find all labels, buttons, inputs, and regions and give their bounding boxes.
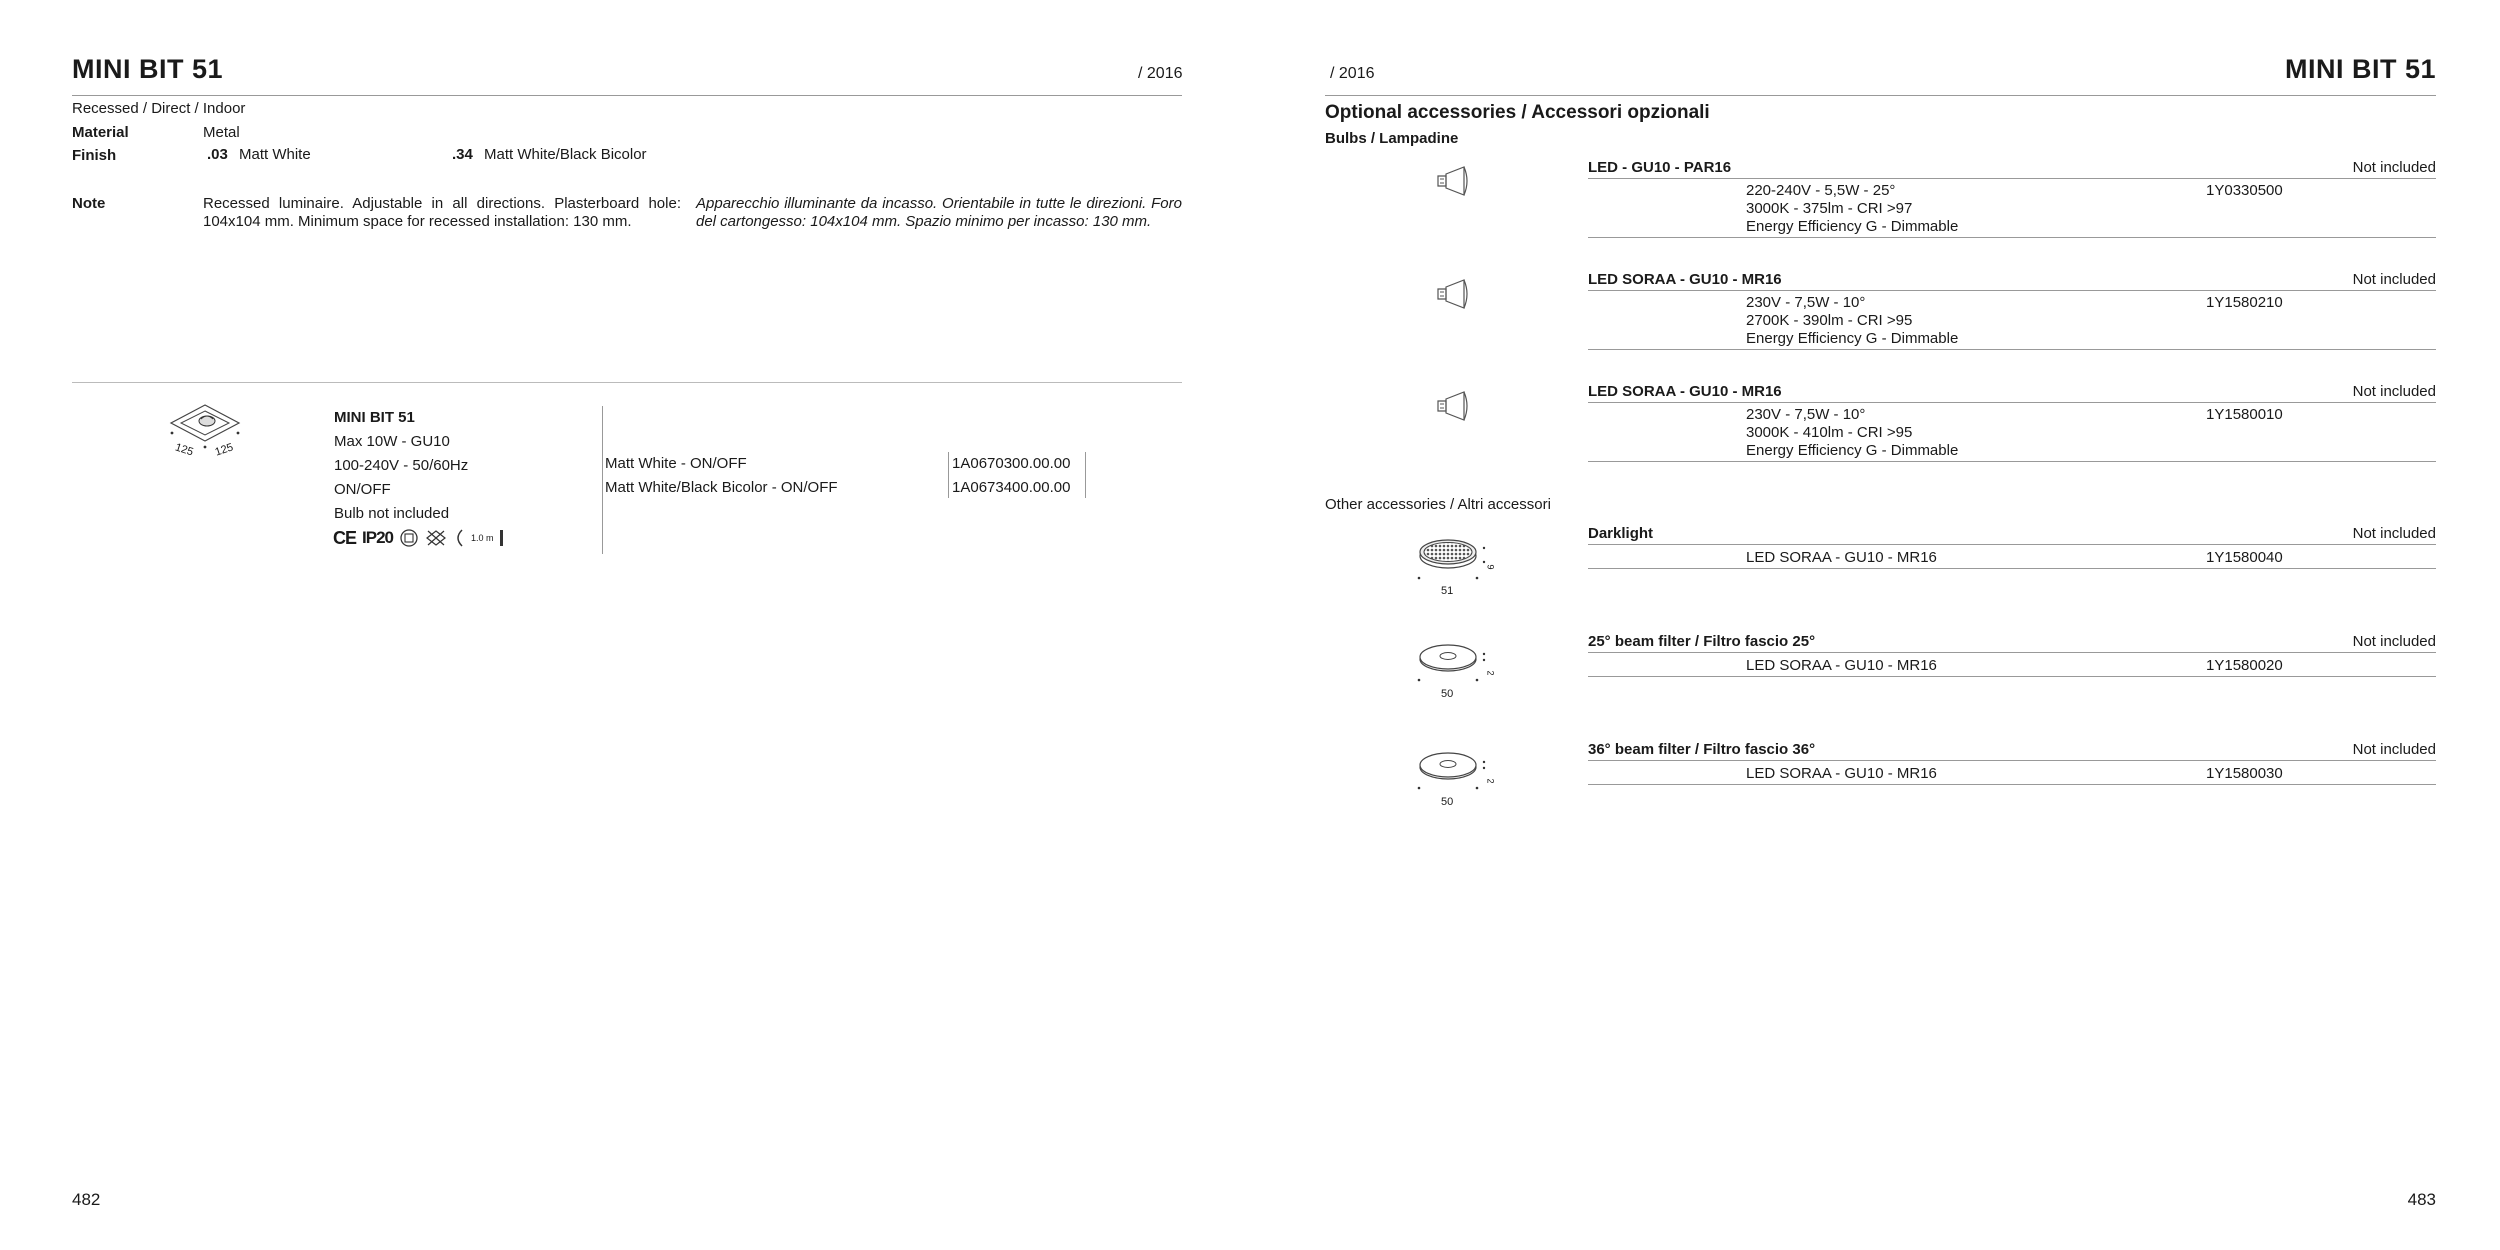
- right-title-divider: [1325, 95, 2436, 96]
- left-year: / 2016: [1138, 65, 1183, 82]
- accessory-code: 1Y1580030: [2206, 765, 2283, 782]
- bulb-name: LED SORAA - GU10 - MR16: [1588, 383, 1782, 400]
- right-year: / 2016: [1330, 65, 1375, 82]
- accessory-code: 1Y1580020: [2206, 657, 2283, 674]
- variant-name: Matt White/Black Bicolor - ON/OFF: [605, 479, 838, 496]
- accessory-line: LED SORAA - GU10 - MR16: [1746, 765, 1937, 782]
- left-subtitle: Recessed / Direct / Indoor: [72, 100, 246, 117]
- bulb-divider: [1588, 349, 2436, 350]
- left-page-title: MINI BIT 51: [72, 54, 224, 84]
- dimension-label: 125: [173, 441, 195, 459]
- finish-code: .34: [452, 146, 473, 163]
- bulb-spec-line: Energy Efficiency G - Dimmable: [1746, 330, 1959, 347]
- product-column-divider: [602, 406, 603, 554]
- ip20-icon: IP20: [362, 528, 393, 547]
- product-spec: Max 10W - GU10: [334, 433, 450, 450]
- product-spec: 100-240V - 50/60Hz: [334, 457, 469, 474]
- bulb-spec-line: Energy Efficiency G - Dimmable: [1746, 218, 1959, 235]
- darklight-icon: [1414, 532, 1494, 588]
- bulb-name: LED - GU10 - PAR16: [1588, 159, 1732, 176]
- product-name: MINI BIT 51: [334, 409, 415, 426]
- accessory-name: 25° beam filter / Filtro fascio 25°: [1588, 633, 1816, 650]
- bulb-spec-line: 3000K - 410lm - CRI >95: [1746, 424, 1913, 441]
- variant-name: Matt White - ON/OFF: [605, 455, 747, 472]
- note-label: Note: [72, 195, 106, 212]
- accessory-code: 1Y1580040: [2206, 549, 2283, 566]
- dimension-label: 9: [1485, 564, 1496, 570]
- other-accessories-label: Other accessories / Altri accessori: [1325, 496, 1551, 513]
- accessory-line: LED SORAA - GU10 - MR16: [1746, 549, 1937, 566]
- material-value: Metal: [203, 124, 240, 141]
- left-page-number: 482: [72, 1190, 101, 1209]
- bulb-spec-line: 3000K - 375lm - CRI >97: [1746, 200, 1913, 217]
- gu10-bulb-icon: [1436, 389, 1476, 423]
- product-spec: ON/OFF: [334, 481, 391, 498]
- bulb-spec-line: 2700K - 390lm - CRI >95: [1746, 312, 1913, 329]
- dimension-label: 2: [1485, 670, 1496, 676]
- accessory-status: Not included: [2352, 525, 2436, 542]
- bulb-divider: [1588, 178, 2436, 179]
- bulb-spec-line: Energy Efficiency G - Dimmable: [1746, 442, 1959, 459]
- bar-icon: [500, 530, 503, 546]
- finish-name: Matt White/Black Bicolor: [484, 146, 647, 163]
- bulbs-label: Bulbs / Lampadine: [1325, 130, 1459, 147]
- accessory-status: Not included: [2352, 741, 2436, 758]
- accessory-name: Darklight: [1588, 525, 1654, 542]
- accessory-divider: [1588, 568, 2436, 569]
- distance-label: 1.0 m: [471, 533, 494, 543]
- no-insulation-cover-icon: [425, 528, 447, 548]
- bulb-spec-line: 230V - 7,5W - 10°: [1746, 406, 1866, 423]
- bulb-name: LED SORAA - GU10 - MR16: [1588, 271, 1782, 288]
- dimension-label: 50: [1441, 796, 1454, 808]
- class-two-icon: [399, 528, 419, 548]
- gu10-bulb-icon: [1436, 164, 1476, 198]
- material-label: Material: [72, 124, 129, 141]
- lamp-distance-icon: [453, 528, 465, 548]
- variant-end-divider: [1085, 452, 1086, 498]
- accessory-divider: [1588, 652, 2436, 653]
- variant-code-divider: [948, 452, 949, 498]
- bulb-status: Not included: [2352, 159, 2436, 176]
- beam-filter-icon: [1414, 748, 1494, 798]
- accessory-divider: [1588, 544, 2436, 545]
- accessory-line: LED SORAA - GU10 - MR16: [1746, 657, 1937, 674]
- bulb-divider: [1588, 290, 2436, 291]
- bulb-status: Not included: [2352, 271, 2436, 288]
- bulb-divider: [1588, 402, 2436, 403]
- accessory-divider: [1588, 760, 2436, 761]
- right-page-title: MINI BIT 51: [2284, 54, 2436, 84]
- bulb-code: 1Y1580210: [2206, 294, 2283, 311]
- bulb-divider: [1588, 461, 2436, 462]
- dimension-label: 2: [1485, 778, 1496, 784]
- variant-code: 1A0673400.00.00: [952, 479, 1071, 496]
- bulb-code: 1Y0330500: [2206, 182, 2283, 199]
- gu10-bulb-icon: [1436, 277, 1476, 311]
- finish-label: Finish: [72, 147, 117, 164]
- bulb-divider: [1588, 237, 2436, 238]
- bulb-spec-line: 230V - 7,5W - 10°: [1746, 294, 1866, 311]
- certification-icons: [333, 527, 503, 549]
- note-italian: Apparecchio illuminante da incasso. Orientabile in tutte le direzioni. Foro del cartongesso: 104x104 mm. Spazio minimo per incasso: 130 mm.: [696, 195, 1182, 230]
- left-title-divider: [72, 95, 1182, 96]
- dimension-label: 51: [1441, 585, 1454, 597]
- accessory-divider: [1588, 784, 2436, 785]
- variant-code: 1A0670300.00.00: [952, 455, 1071, 472]
- beam-filter-icon: [1414, 640, 1494, 690]
- finish-name: Matt White: [239, 146, 311, 163]
- product-spec: Bulb not included: [334, 505, 450, 522]
- accessories-section-title: Optional accessories / Accessori opzionali: [1325, 102, 1710, 123]
- bulb-status: Not included: [2352, 383, 2436, 400]
- dimension-label: 125: [213, 441, 235, 459]
- accessory-name: 36° beam filter / Filtro fascio 36°: [1588, 741, 1816, 758]
- bulb-spec-line: 220-240V - 5,5W - 25°: [1746, 182, 1896, 199]
- dimension-label: 50: [1441, 688, 1454, 700]
- bulb-code: 1Y1580010: [2206, 406, 2283, 423]
- note-english: Recessed luminaire. Adjustable in all directions. Plasterboard hole: 104x104 mm. Minimum space for recessed installation: 130 mm.: [203, 195, 681, 230]
- left-section-divider: [72, 382, 1182, 383]
- ce-mark-icon: CE: [333, 527, 357, 548]
- accessory-divider: [1588, 676, 2436, 677]
- accessory-status: Not included: [2352, 633, 2436, 650]
- right-page-number: 483: [2407, 1190, 2436, 1209]
- finish-code: .03: [207, 146, 228, 163]
